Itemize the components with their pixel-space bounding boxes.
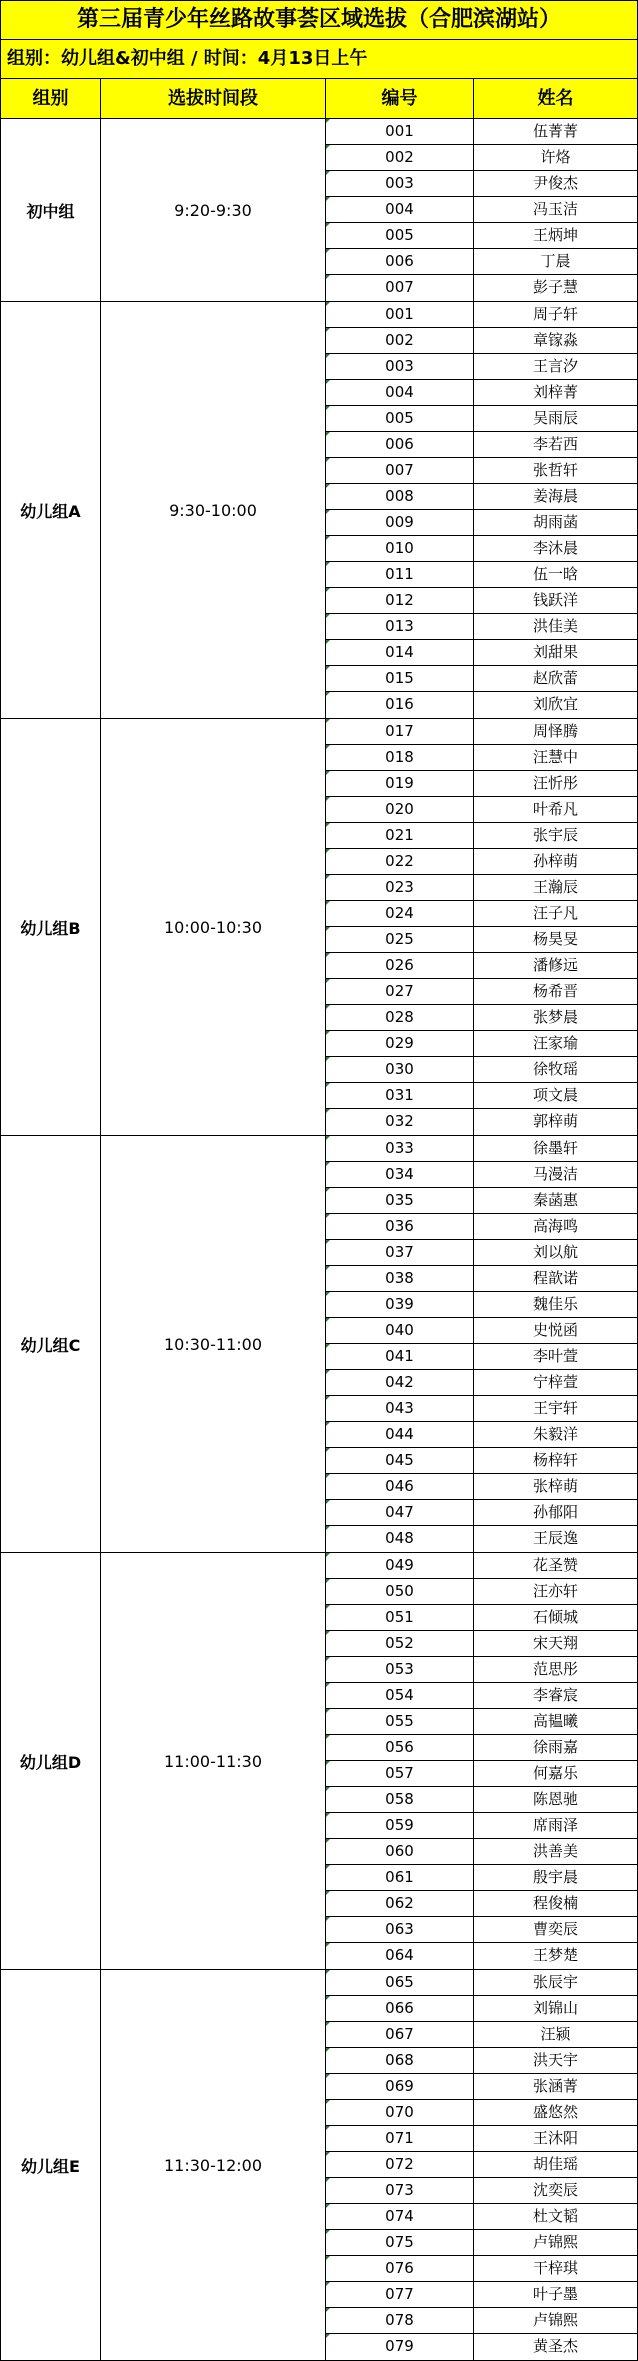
table-row: [326, 223, 637, 249]
participant-name: 干梓琪: [532, 2259, 578, 2277]
table-row: [326, 145, 637, 171]
participant-number: 074: [326, 2204, 474, 2229]
table-row: [326, 1109, 637, 1135]
participant-number: 004: [326, 197, 474, 222]
participant-name: 丁晨: [540, 252, 571, 270]
group-name: 初中组: [1, 119, 101, 301]
table-row: [326, 275, 637, 301]
participant-number: 075: [326, 2230, 474, 2255]
participant-number: 003: [326, 171, 474, 196]
participant-number: 040: [326, 1318, 474, 1343]
group-block: [1, 119, 637, 302]
participant-name: 卢锦熙: [532, 2311, 578, 2329]
participant-name: 叶子墨: [532, 2285, 578, 2303]
table-row: [326, 249, 637, 275]
participant-number: 006: [326, 249, 474, 274]
table-row: [326, 901, 637, 927]
participant-name: 刘甜果: [532, 643, 578, 661]
participant-name: 王沐阳: [532, 2129, 578, 2147]
participant-name: 章镓淼: [532, 331, 578, 349]
participant-number: 001: [326, 119, 474, 144]
participant-name: 王宇轩: [532, 1399, 578, 1417]
participant-number: 043: [326, 1396, 474, 1421]
participant-name: 姜海晨: [532, 487, 578, 505]
participant-number: 059: [326, 1813, 474, 1838]
table-row: [326, 2152, 637, 2178]
participant-name: 卢锦熙: [532, 2233, 578, 2251]
participant-number: 023: [326, 875, 474, 900]
participant-number: 017: [326, 719, 474, 744]
table-row: [326, 2126, 637, 2152]
participant-number: 078: [326, 2308, 474, 2333]
participant-number: 032: [326, 1109, 474, 1135]
table-row: [326, 692, 637, 718]
participant-name: 汪家瑜: [532, 1034, 578, 1052]
group-name: 幼儿组D: [1, 1553, 101, 1969]
participant-number: 068: [326, 2048, 474, 2073]
participant-number: 014: [326, 640, 474, 665]
table-row: [326, 2230, 637, 2256]
group-rows: [326, 302, 637, 718]
participant-name: 徐雨嘉: [532, 1738, 578, 1756]
participant-name: 冯玉洁: [532, 200, 578, 218]
participant-name: 项文晨: [532, 1086, 578, 1104]
participant-name: 史悦函: [532, 1321, 578, 1339]
participant-name: 汪慧中: [532, 748, 578, 766]
participant-name: 郭梓萌: [532, 1112, 578, 1130]
table-row: [326, 406, 637, 432]
table-row: [326, 1083, 637, 1109]
table-row: [326, 849, 637, 875]
participant-name: 宋天翔: [532, 1634, 578, 1652]
table-row: [326, 1891, 637, 1917]
participant-name: 王梦楚: [532, 1946, 578, 1964]
participant-number: 009: [326, 510, 474, 535]
table-row: [326, 458, 637, 484]
participant-name: 张涵菁: [532, 2077, 578, 2095]
participant-number: 002: [326, 328, 474, 353]
participant-number: 020: [326, 797, 474, 822]
table-row: [326, 1657, 637, 1683]
participant-number: 064: [326, 1943, 474, 1969]
participant-number: 006: [326, 432, 474, 457]
table-row: [326, 328, 637, 354]
table-row: [326, 380, 637, 406]
table-row: [326, 1917, 637, 1943]
participant-name: 李沐晨: [532, 539, 578, 557]
group-name: 幼儿组C: [1, 1136, 101, 1552]
participant-number: 007: [326, 275, 474, 301]
participant-number: 005: [326, 223, 474, 248]
participant-number: 041: [326, 1344, 474, 1369]
participant-name: 杨梓轩: [532, 1451, 578, 1469]
participant-name: 洪佳美: [532, 617, 578, 635]
group-time-info: 组别：幼儿组&初中组 / 时间：4月13日上午: [1, 40, 637, 79]
participant-name: 尹俊杰: [532, 174, 578, 192]
participant-number: 013: [326, 614, 474, 639]
group-rows: [326, 719, 637, 1135]
table-row: [326, 1605, 637, 1631]
group-block: [1, 302, 637, 719]
table-row: [326, 875, 637, 901]
table-row: [326, 2048, 637, 2074]
participant-name: 高韫曦: [532, 1712, 578, 1730]
table-row: [326, 1422, 637, 1448]
table-row: [326, 1005, 637, 1031]
group-block: [1, 1136, 637, 1553]
table-row: [326, 2256, 637, 2282]
participant-name: 潘修远: [532, 956, 578, 974]
participant-name: 程歆诺: [532, 1269, 578, 1287]
participant-number: 011: [326, 562, 474, 587]
participant-number: 048: [326, 1526, 474, 1552]
header-number: 编号: [326, 79, 474, 118]
participant-name: 宁梓萱: [532, 1373, 578, 1391]
table-row: [326, 1057, 637, 1083]
participant-name: 伍菁菁: [532, 122, 578, 140]
group-name: 幼儿组E: [1, 1970, 101, 2360]
table-row: [326, 171, 637, 197]
participant-name: 汪忻彤: [532, 774, 578, 792]
participant-number: 063: [326, 1917, 474, 1942]
group-time-slot: 11:00-11:30: [101, 1553, 326, 1969]
participant-name: 王瀚辰: [532, 878, 578, 896]
table-row: [326, 1500, 637, 1526]
participant-number: 019: [326, 771, 474, 796]
group-name: 幼儿组B: [1, 719, 101, 1135]
participant-number: 058: [326, 1787, 474, 1812]
participant-number: 051: [326, 1605, 474, 1630]
group-time-slot: 11:30-12:00: [101, 1970, 326, 2360]
participant-name: 汪颍: [540, 2025, 571, 2043]
participant-name: 徐墨轩: [532, 1139, 578, 1157]
participant-number: 026: [326, 953, 474, 978]
table-row: [326, 1136, 637, 1162]
table-row: [326, 484, 637, 510]
table-row: [326, 1474, 637, 1500]
participant-name: 殷宇晨: [532, 1868, 578, 1886]
table-row: [326, 2100, 637, 2126]
participant-number: 049: [326, 1553, 474, 1578]
participant-name: 刘欣宜: [532, 695, 578, 713]
participant-name: 刘以航: [532, 1243, 578, 1261]
participant-name: 钱跃洋: [532, 591, 578, 609]
table-row: [326, 823, 637, 849]
table-row: [326, 1031, 637, 1057]
table-row: [326, 302, 637, 328]
participant-number: 056: [326, 1735, 474, 1760]
participant-name: 王辰逸: [532, 1529, 578, 1547]
table-row: [326, 1683, 637, 1709]
table-row: [326, 1839, 637, 1865]
participant-number: 057: [326, 1761, 474, 1786]
participant-number: 044: [326, 1422, 474, 1447]
participant-name: 杨希晋: [532, 982, 578, 1000]
sheet-title: 第三届青少年丝路故事荟区域选拔（合肥滨湖站）: [1, 1, 637, 40]
group-time-slot: 10:30-11:00: [101, 1136, 326, 1552]
participant-name: 石倾城: [532, 1608, 578, 1626]
participant-number: 069: [326, 2074, 474, 2099]
participant-number: 018: [326, 745, 474, 770]
table-row: [326, 640, 637, 666]
participant-number: 005: [326, 406, 474, 431]
participant-number: 021: [326, 823, 474, 848]
participant-number: 033: [326, 1136, 474, 1161]
participant-number: 042: [326, 1370, 474, 1395]
participant-name: 张梓萌: [532, 1477, 578, 1495]
table-row: [326, 745, 637, 771]
table-row: [326, 2334, 637, 2360]
participant-name: 孙郁阳: [532, 1503, 578, 1521]
participant-number: 038: [326, 1266, 474, 1291]
participant-number: 015: [326, 666, 474, 691]
participant-number: 036: [326, 1214, 474, 1239]
participant-number: 010: [326, 536, 474, 561]
participant-number: 067: [326, 2022, 474, 2047]
participant-number: 065: [326, 1970, 474, 1995]
participant-number: 012: [326, 588, 474, 613]
participant-number: 054: [326, 1683, 474, 1708]
participant-number: 002: [326, 145, 474, 170]
participant-number: 050: [326, 1579, 474, 1604]
table-row: [326, 1292, 637, 1318]
table-row: [326, 2074, 637, 2100]
participant-name: 孙梓萌: [532, 852, 578, 870]
table-row: [326, 666, 637, 692]
table-row: [326, 1396, 637, 1422]
table-row: [326, 562, 637, 588]
table-row: [326, 1266, 637, 1292]
table-row: [326, 614, 637, 640]
table-row: [326, 1943, 637, 1969]
table-row: [326, 1448, 637, 1474]
group-rows: [326, 119, 637, 301]
table-row: [326, 1865, 637, 1891]
participant-number: 052: [326, 1631, 474, 1656]
participant-name: 胡佳瑶: [532, 2155, 578, 2173]
table-row: [326, 432, 637, 458]
table-row: [326, 1162, 637, 1188]
participant-number: 076: [326, 2256, 474, 2281]
participant-number: 037: [326, 1240, 474, 1265]
participant-number: 079: [326, 2334, 474, 2360]
participant-name: 刘锦山: [532, 1999, 578, 2017]
participant-number: 007: [326, 458, 474, 483]
table-row: [326, 354, 637, 380]
participant-name: 花圣赞: [532, 1556, 578, 1574]
table-row: [326, 797, 637, 823]
table-row: [326, 2308, 637, 2334]
table-row: [326, 1996, 637, 2022]
participant-number: 001: [326, 302, 474, 327]
participant-number: 070: [326, 2100, 474, 2125]
participant-name: 沈奕辰: [532, 2181, 578, 2199]
participant-name: 张哲轩: [532, 461, 578, 479]
group-rows: [326, 1970, 637, 2360]
participant-number: 025: [326, 927, 474, 952]
participant-number: 029: [326, 1031, 474, 1056]
participant-name: 王言汐: [532, 357, 578, 375]
table-row: [326, 1370, 637, 1396]
participant-name: 马漫洁: [532, 1165, 578, 1183]
participant-number: 028: [326, 1005, 474, 1030]
participant-name: 胡雨菡: [532, 513, 578, 531]
participant-name: 赵欣蕾: [532, 669, 578, 687]
participant-name: 席雨泽: [532, 1816, 578, 1834]
table-row: [326, 2022, 637, 2048]
participant-name: 叶希凡: [532, 800, 578, 818]
group-time-slot: 9:20-9:30: [101, 119, 326, 301]
table-row: [326, 1787, 637, 1813]
table-row: [326, 1526, 637, 1552]
participant-name: 张梦晨: [532, 1008, 578, 1026]
participant-name: 伍一晗: [532, 565, 578, 583]
participant-number: 008: [326, 484, 474, 509]
table-header: [1, 79, 637, 119]
group-time-slot: 9:30-10:00: [101, 302, 326, 718]
participant-name: 汪子凡: [532, 904, 578, 922]
table-row: [326, 536, 637, 562]
participant-number: 034: [326, 1162, 474, 1187]
participant-name: 朱毅洋: [532, 1425, 578, 1443]
table-row: [326, 1344, 637, 1370]
participant-number: 047: [326, 1500, 474, 1525]
table-row: [326, 510, 637, 536]
table-row: [326, 119, 637, 145]
participant-number: 035: [326, 1188, 474, 1213]
participant-name: 汪亦轩: [532, 1582, 578, 1600]
participant-name: 陈恩驰: [532, 1790, 578, 1808]
participant-name: 李睿宸: [532, 1686, 578, 1704]
group-rows: [326, 1136, 637, 1552]
participant-name: 盛悠然: [532, 2103, 578, 2121]
table-row: [326, 1188, 637, 1214]
participant-name: 刘梓菁: [532, 383, 578, 401]
participant-name: 吴雨辰: [532, 409, 578, 427]
table-row: [326, 2178, 637, 2204]
participant-name: 周子轩: [532, 305, 578, 323]
participant-number: 071: [326, 2126, 474, 2151]
table-row: [326, 1709, 637, 1735]
participant-name: 洪善美: [532, 1842, 578, 1860]
participant-number: 003: [326, 354, 474, 379]
participant-number: 073: [326, 2178, 474, 2203]
participant-name: 高海鸣: [532, 1217, 578, 1235]
header-time: 选拔时间段: [101, 79, 326, 118]
header-name: 姓名: [537, 88, 574, 109]
table-row: [326, 2282, 637, 2308]
table-row: [326, 927, 637, 953]
table-row: [326, 1970, 637, 1996]
participant-name: 张辰宇: [532, 1973, 578, 1991]
participant-name: 王炳坤: [532, 226, 578, 244]
participant-name: 许烙: [540, 148, 571, 166]
participant-name: 洪天宇: [532, 2051, 578, 2069]
table-row: [326, 1813, 637, 1839]
table-row: [326, 197, 637, 223]
table-row: [326, 1240, 637, 1266]
participant-name: 张宇辰: [532, 826, 578, 844]
group-block: [1, 1553, 637, 1970]
participant-number: 022: [326, 849, 474, 874]
participant-name: 范思彤: [532, 1660, 578, 1678]
participant-name: 杨昊旻: [532, 930, 578, 948]
table-row: [326, 1735, 637, 1761]
participant-number: 062: [326, 1891, 474, 1916]
participant-number: 004: [326, 380, 474, 405]
participant-name: 李若西: [532, 435, 578, 453]
participant-number: 060: [326, 1839, 474, 1864]
header-group: 组别: [1, 79, 101, 118]
group-time-slot: 10:00-10:30: [101, 719, 326, 1135]
participant-name: 秦菡惠: [532, 1191, 578, 1209]
participant-number: 024: [326, 901, 474, 926]
participant-name: 程俊楠: [532, 1894, 578, 1912]
table-row: [326, 979, 637, 1005]
participant-name: 周怿腾: [532, 722, 578, 740]
table-body: [1, 119, 637, 2361]
participant-name: 魏佳乐: [532, 1295, 578, 1313]
table-row: [326, 588, 637, 614]
participant-number: 016: [326, 692, 474, 718]
participant-name: 何嘉乐: [532, 1764, 578, 1782]
table-row: [326, 2204, 637, 2230]
participant-number: 030: [326, 1057, 474, 1082]
participant-name: 黄圣杰: [532, 2337, 578, 2355]
group-block: [1, 719, 637, 1136]
table-row: [326, 1631, 637, 1657]
table-row: [326, 953, 637, 979]
table-row: [326, 1553, 637, 1579]
table-row: [326, 719, 637, 745]
group-block: [1, 1970, 637, 2361]
participant-number: 045: [326, 1448, 474, 1473]
table-row: [326, 1579, 637, 1605]
participant-number: 055: [326, 1709, 474, 1734]
table-row: [326, 1214, 637, 1240]
participant-name: 杜文韬: [532, 2207, 578, 2225]
table-row: [326, 1318, 637, 1344]
participant-name: 彭子慧: [532, 278, 578, 296]
participant-name: 徐牧瑶: [532, 1060, 578, 1078]
participant-number: 031: [326, 1083, 474, 1108]
participant-number: 066: [326, 1996, 474, 2021]
participant-number: 027: [326, 979, 474, 1004]
table-row: [326, 771, 637, 797]
group-rows: [326, 1553, 637, 1969]
group-name: 幼儿组A: [1, 302, 101, 718]
participant-name: 曹奕辰: [532, 1920, 578, 1938]
table-row: [326, 1761, 637, 1787]
participant-number: 053: [326, 1657, 474, 1682]
participant-number: 046: [326, 1474, 474, 1499]
participant-name: 李叶萱: [532, 1347, 578, 1365]
participant-number: 061: [326, 1865, 474, 1890]
participant-number: 039: [326, 1292, 474, 1317]
participant-number: 072: [326, 2152, 474, 2177]
participant-number: 077: [326, 2282, 474, 2307]
